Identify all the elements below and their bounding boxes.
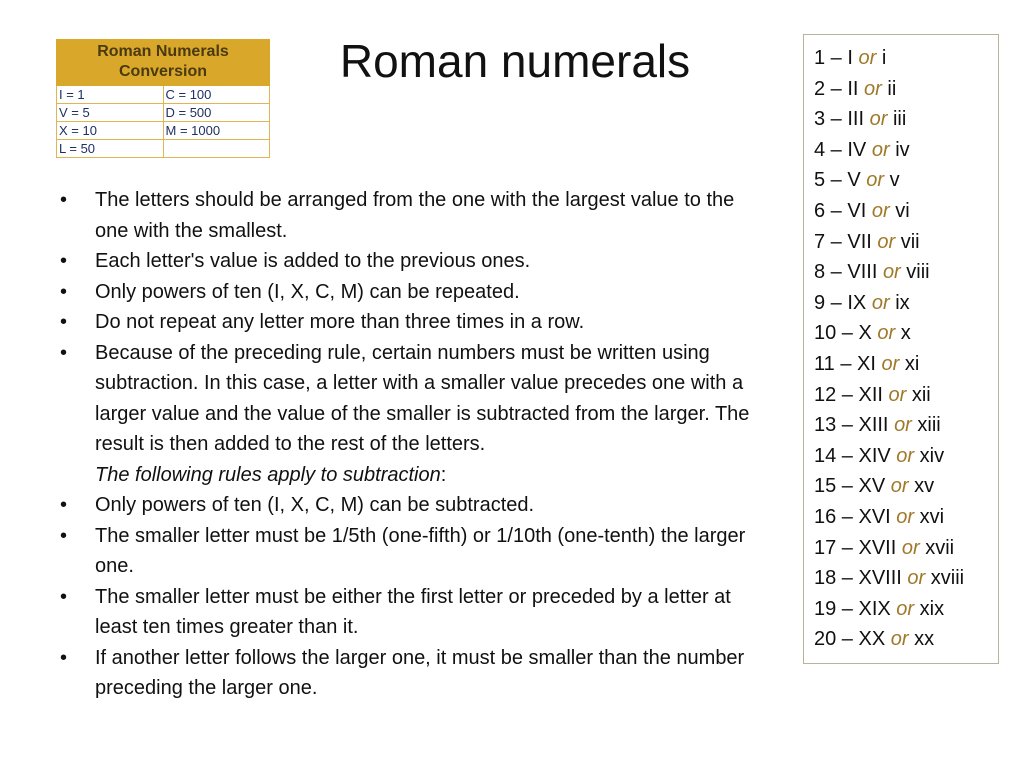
or-word: or bbox=[888, 383, 907, 406]
bullet-icon: • bbox=[60, 311, 68, 333]
or-word: or bbox=[871, 138, 890, 161]
bullet-icon: • bbox=[60, 494, 68, 516]
numeral-upper: 6 – VI bbox=[814, 199, 867, 222]
or-word: or bbox=[877, 322, 896, 345]
numeral-upper: 14 – XIV bbox=[814, 444, 891, 467]
list-item bbox=[60, 307, 760, 338]
numeral-lower: ii bbox=[887, 77, 897, 100]
numeral-lower: vii bbox=[900, 230, 920, 253]
conversion-header-line2: Conversion bbox=[118, 63, 207, 80]
numeral-upper: 11 – XI bbox=[814, 352, 876, 375]
numeral-row bbox=[814, 624, 998, 655]
numeral-upper: 12 – XII bbox=[814, 383, 883, 406]
numeral-row bbox=[814, 533, 998, 564]
numeral-row bbox=[814, 135, 998, 166]
numeral-lower: v bbox=[889, 169, 900, 192]
table-row bbox=[57, 104, 270, 122]
or-word: or bbox=[864, 77, 882, 100]
numeral-lower: ix bbox=[895, 291, 910, 314]
numeral-row bbox=[814, 104, 998, 135]
numerals-box bbox=[803, 34, 999, 664]
numeral-lower: xii bbox=[911, 383, 931, 406]
numeral-lower: iv bbox=[895, 138, 910, 161]
or-word: or bbox=[894, 414, 912, 437]
or-word: or bbox=[871, 291, 890, 314]
or-word: or bbox=[877, 230, 896, 253]
conversion-header-line1: Roman Numerals bbox=[97, 43, 229, 60]
subtraction-note-colon: : bbox=[440, 463, 447, 486]
numeral-lower: xv bbox=[914, 475, 935, 498]
numeral-lower: xvi bbox=[919, 505, 945, 528]
numeral-upper: 10 – X bbox=[814, 322, 872, 345]
subtraction-note bbox=[60, 460, 760, 491]
or-word: or bbox=[869, 108, 888, 131]
numeral-lower: x bbox=[900, 322, 911, 345]
numeral-lower: vi bbox=[895, 199, 910, 222]
numeral-upper: 16 – XVI bbox=[814, 505, 891, 528]
numeral-row bbox=[814, 594, 998, 625]
numeral-lower: xi bbox=[904, 352, 920, 375]
numeral-lower: iii bbox=[892, 108, 907, 131]
numeral-lower: viii bbox=[906, 261, 930, 284]
numeral-lower: xvii bbox=[925, 536, 955, 559]
or-word: or bbox=[896, 597, 915, 620]
rules-list bbox=[60, 185, 760, 704]
rule-text: Only powers of ten (I, X, C, M) can be repeated. bbox=[95, 280, 520, 303]
numeral-upper: 3 – III bbox=[814, 108, 865, 131]
numeral-upper: 19 – XIX bbox=[814, 597, 891, 620]
slide-title: Roman numerals bbox=[339, 35, 691, 87]
or-word: or bbox=[901, 536, 920, 559]
numeral-upper: 20 – XX bbox=[814, 628, 886, 651]
numeral-upper: 7 – VII bbox=[814, 230, 872, 253]
or-word: or bbox=[881, 352, 900, 375]
or-word: or bbox=[882, 261, 901, 284]
bullet-icon: • bbox=[60, 524, 68, 547]
numeral-lower: xix bbox=[919, 597, 945, 620]
bullet-icon: • bbox=[60, 280, 68, 303]
list-item bbox=[60, 643, 760, 704]
numeral-row bbox=[814, 471, 998, 502]
table-row bbox=[57, 122, 270, 140]
or-word: or bbox=[858, 47, 877, 69]
numeral-row bbox=[814, 74, 998, 105]
bullet-icon: • bbox=[60, 189, 68, 211]
table-cell: X = 10 bbox=[57, 122, 164, 140]
list-item bbox=[60, 277, 760, 308]
bullet-icon: • bbox=[60, 341, 68, 364]
numeral-lower: xiii bbox=[917, 414, 941, 437]
rule-text: Because of the preceding rule, certain numbers must be written using subtraction. In this case, a letter with a smaller value precedes one with a larger value and the value of the smaller is subtracted from the larger. The result is then added to the rest of the letters. bbox=[95, 341, 750, 455]
list-item bbox=[60, 185, 760, 246]
numeral-upper: 4 – IV bbox=[814, 138, 867, 161]
numeral-lower: xx bbox=[914, 628, 935, 651]
numeral-row bbox=[814, 349, 998, 380]
numeral-upper: 9 – IX bbox=[814, 291, 867, 314]
table-row bbox=[57, 86, 270, 104]
or-word: or bbox=[866, 169, 885, 192]
conversion-table bbox=[56, 39, 270, 158]
bullet-icon: • bbox=[60, 646, 68, 669]
numeral-upper: 5 – V bbox=[814, 169, 861, 192]
numeral-upper: 18 – XVIII bbox=[814, 567, 902, 590]
numeral-lower: xviii bbox=[930, 567, 965, 590]
numeral-row bbox=[814, 257, 998, 288]
or-word: or bbox=[890, 628, 909, 651]
rule-text: Do not repeat any letter more than three times in a row. bbox=[95, 311, 585, 333]
numeral-lower: i bbox=[881, 47, 887, 69]
table-cell: V = 5 bbox=[57, 104, 164, 122]
numeral-upper: 1 – I bbox=[814, 47, 859, 69]
numeral-upper: 17 – XVII bbox=[814, 536, 897, 559]
list-item bbox=[60, 338, 760, 460]
subtraction-note-text: The following rules apply to subtraction bbox=[95, 463, 441, 486]
conversion-table-header bbox=[57, 40, 270, 86]
numeral-upper: 2 – II bbox=[814, 77, 859, 100]
list-item bbox=[60, 582, 760, 643]
numeral-upper: 13 – XIII bbox=[814, 414, 889, 437]
list-item bbox=[60, 490, 760, 521]
or-word: or bbox=[890, 475, 909, 498]
numeral-row bbox=[814, 196, 998, 227]
rule-text: Only powers of ten (I, X, C, M) can be subtracted. bbox=[95, 494, 535, 516]
numeral-row bbox=[814, 380, 998, 411]
bullet-icon: • bbox=[60, 585, 68, 608]
table-cell bbox=[163, 140, 270, 158]
table-cell: L = 50 bbox=[57, 140, 164, 158]
numeral-lower: xiv bbox=[919, 444, 945, 467]
bullet-icon: • bbox=[60, 250, 68, 272]
rule-text: Each letter's value is added to the previous ones. bbox=[95, 250, 531, 272]
numeral-row bbox=[814, 502, 998, 533]
numeral-upper: 15 – XV bbox=[814, 475, 886, 498]
numeral-row bbox=[814, 165, 998, 196]
numeral-upper: 8 – VIII bbox=[814, 261, 878, 284]
numeral-row bbox=[814, 43, 998, 74]
numeral-row bbox=[814, 318, 998, 349]
rule-text: If another letter follows the larger one, it must be smaller than the number preceding the larger one. bbox=[95, 646, 745, 699]
or-word: or bbox=[896, 444, 915, 467]
rule-text: The smaller letter must be 1/5th (one-fifth) or 1/10th (one-tenth) the larger one. bbox=[95, 524, 746, 577]
or-word: or bbox=[907, 567, 926, 590]
numeral-row bbox=[814, 288, 998, 319]
table-cell: M = 1000 bbox=[163, 122, 270, 140]
numeral-row bbox=[814, 563, 998, 594]
rule-text: The letters should be arranged from the one with the largest value to the one with the smallest. bbox=[95, 189, 735, 242]
table-cell: D = 500 bbox=[163, 104, 270, 122]
rule-text: The smaller letter must be either the first letter or preceded by a letter at least ten times greater than it. bbox=[95, 585, 731, 638]
or-word: or bbox=[896, 505, 915, 528]
table-cell: C = 100 bbox=[163, 86, 270, 104]
numeral-row bbox=[814, 227, 998, 258]
list-item bbox=[60, 246, 760, 277]
or-word: or bbox=[871, 199, 890, 222]
numeral-row bbox=[814, 410, 998, 441]
table-cell: I = 1 bbox=[57, 86, 164, 104]
list-item bbox=[60, 521, 760, 582]
numeral-row bbox=[814, 441, 998, 472]
table-row bbox=[57, 140, 270, 158]
